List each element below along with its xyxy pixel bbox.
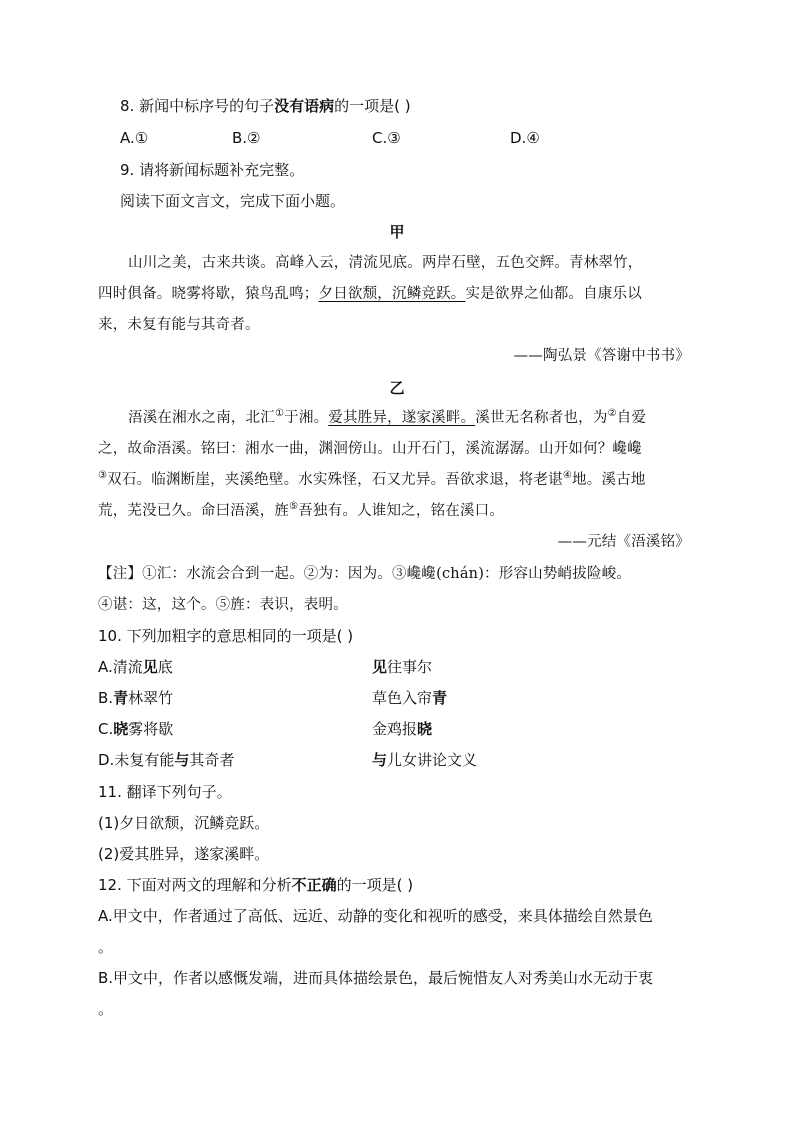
q10-b-right-pre: 草色入帘 xyxy=(372,689,433,707)
q8-option-d: D.④ xyxy=(510,129,540,147)
q10-option-a-right xyxy=(372,657,432,677)
q10-d-right-post: 儿女讲论文义 xyxy=(387,751,478,769)
passage-b-underlined-sentence: 爱其胜异，遂家溪畔。 xyxy=(328,410,476,426)
question-12 xyxy=(98,875,413,895)
passage-b-source: ——元结《浯溪铭》 xyxy=(557,534,690,550)
q10-c-left-bold: 晓 xyxy=(113,720,129,738)
passage-b-line-4-a: 荒，芜没已久。命曰浯溪，旌 xyxy=(98,503,290,519)
passage-a-source: ——陶弘景《答谢中书书》 xyxy=(513,348,690,364)
q10-b-left-post: 林翠竹 xyxy=(128,689,174,707)
reading-instruction: 阅读下面文言文，完成下面小题。 xyxy=(120,192,346,210)
q12-text-before: 12. 下面对两文的理解和分析 xyxy=(98,876,292,894)
q8-option-c: C.③ xyxy=(372,129,401,147)
q10-option-d-left xyxy=(98,750,234,770)
passage-b-line-1-a: 浯溪在湘水之南，北汇 xyxy=(128,410,275,426)
passage-b-line-4-b: 吾独有。人谁知之，铭在溪口。 xyxy=(298,503,505,519)
q11-sentence-2: (2)爱其胜异，遂家溪畔。 xyxy=(98,845,270,863)
passage-b-line-1-d: 自爱 xyxy=(616,410,647,426)
q10-option-c-left xyxy=(98,719,173,739)
footnote-marker-2: ② xyxy=(607,408,617,419)
q12-emphasis: 不正确 xyxy=(291,876,337,894)
q10-b-left-pre: B. xyxy=(98,689,114,707)
q10-option-b-left xyxy=(98,688,173,708)
question-9: 9. 请将新闻标题补充完整。 xyxy=(120,161,305,179)
passage-b-line-1 xyxy=(128,408,646,428)
q10-b-right-bold: 青 xyxy=(432,689,448,707)
q10-d-left-post: 其奇者 xyxy=(189,751,235,769)
question-11: 11. 翻译下列句子。 xyxy=(98,783,232,801)
q10-a-left-bold: 见 xyxy=(142,658,158,676)
q10-a-right-post: 往事尔 xyxy=(387,658,433,676)
q8-text-after: 的一项是( ) xyxy=(334,97,411,115)
q10-c-right-bold: 晓 xyxy=(417,720,433,738)
q11-sentence-1: (1)夕日欲颓，沉鳞竞跃。 xyxy=(98,814,270,832)
passage-b-line-2: 之，故命浯溪。铭曰：湘水一曲，渊洄傍山。山开石门，溪流潺潺。山开如何？巉巉 xyxy=(98,441,642,457)
footnote-marker-5: ⑤ xyxy=(289,501,299,512)
question-10: 10. 下列加粗字的意思相同的一项是( ) xyxy=(98,627,354,645)
q8-emphasis: 没有语病 xyxy=(274,97,335,115)
q12-option-b-line-2: 。 xyxy=(98,1000,114,1018)
q12-option-a-line-1: A.甲文中，作者通过了高低、远近、动静的变化和视听的感受，来具体描绘自然景色 xyxy=(98,907,653,925)
q10-a-left-pre: A.清流 xyxy=(98,658,143,676)
q10-option-c-right xyxy=(372,719,432,739)
q12-option-b-line-1: B.甲文中，作者以感慨发端，进而具体描绘景色，最后惋惜友人对秀美山水无动于衷 xyxy=(98,969,654,987)
footnote-marker-3: ③ xyxy=(98,470,108,481)
q10-d-left-pre: D.未复有能 xyxy=(98,751,175,769)
q10-c-left-post: 雾将歇 xyxy=(128,720,174,738)
footnote-marker-1: ① xyxy=(275,408,285,419)
q10-c-left-pre: C. xyxy=(98,720,114,738)
q12-text-after: 的一项是( ) xyxy=(336,876,414,894)
passage-a-heading: 甲 xyxy=(389,223,405,241)
q12-option-a-line-2: 。 xyxy=(98,938,114,956)
passage-b-line-3 xyxy=(98,470,646,490)
footnote-marker-4: ④ xyxy=(562,470,573,481)
notes-line-2: ④谌：这，这个。⑤旌：表识，表明。 xyxy=(98,597,348,613)
q8-option-b: B.② xyxy=(232,129,261,147)
passage-b-line-3-end: 地。溪古地 xyxy=(572,472,646,488)
passage-b-line-4 xyxy=(98,501,504,521)
passage-b-line-3-text: 双石。临渊断崖，夹溪绝壁。水实殊怪，石又尤异。吾欲求退，将老谌 xyxy=(107,472,563,488)
passage-b-line-1-b: 于湘。 xyxy=(284,410,329,426)
q10-d-left-bold: 与 xyxy=(174,751,190,769)
passage-b-line-1-c: 溪世无名称者也，为 xyxy=(475,410,608,426)
q10-a-left-post: 底 xyxy=(157,658,173,676)
question-8 xyxy=(120,96,411,116)
notes-line-1: 【注】①汇：水流会合到一起。②为：因为。③巉巉(chán)：形容山势峭拔险峻。 xyxy=(98,566,632,582)
q10-option-b-right xyxy=(372,688,447,708)
q10-b-left-bold: 青 xyxy=(113,689,129,707)
passage-a-line-2-post: 实是欲界之仙都。自康乐以 xyxy=(465,286,642,302)
q10-a-right-bold: 见 xyxy=(372,658,388,676)
passage-a-line-2-pre: 四时俱备。晓雾将歇，猿鸟乱鸣； xyxy=(98,286,319,302)
passage-a-line-3: 来，未复有能与其奇者。 xyxy=(98,317,260,333)
q10-option-d-right xyxy=(372,750,477,770)
passage-b-heading: 乙 xyxy=(389,379,405,397)
q10-d-right-bold: 与 xyxy=(372,751,388,769)
passage-a-underlined-sentence: 夕日欲颓，沉鳞竞跃。 xyxy=(318,286,466,302)
q8-text-before: 8. 新闻中标序号的句子 xyxy=(120,97,275,115)
passage-a-line-1: 山川之美，古来共谈。高峰入云，清流见底。两岸石壁，五色交辉。青林翠竹， xyxy=(128,255,643,271)
q10-option-a-left xyxy=(98,657,173,677)
q10-c-right-pre: 金鸡报 xyxy=(372,720,418,738)
passage-a-line-2 xyxy=(98,284,642,304)
q8-option-a: A.① xyxy=(120,129,149,147)
